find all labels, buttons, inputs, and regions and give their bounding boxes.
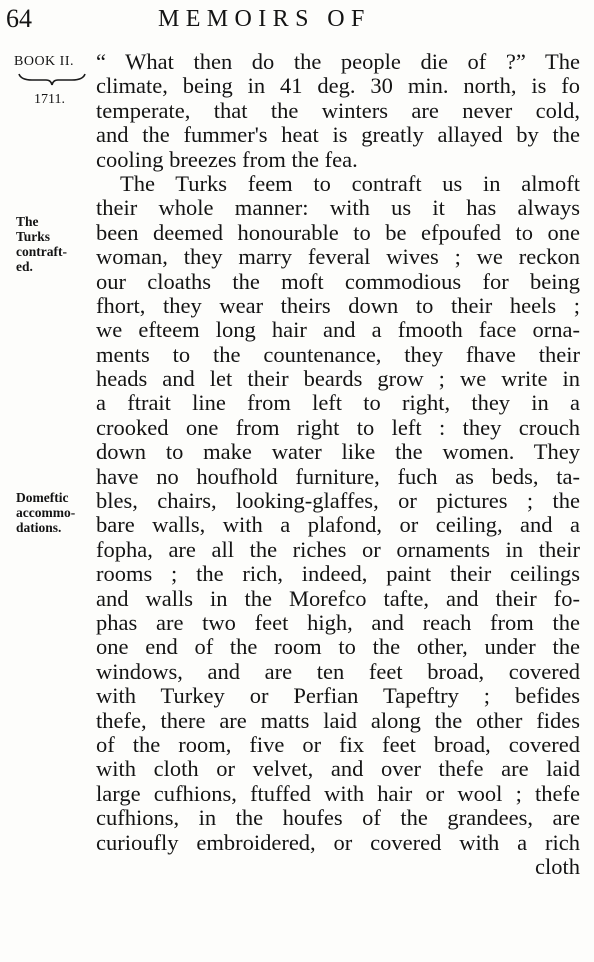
text-line: our cloaths the moft commodious for being: [96, 268, 580, 294]
margin-note-line: ed.: [16, 259, 33, 274]
text-line: temperate, that the winters are never cold,: [96, 97, 580, 123]
text-line: of the room, five or fix feet broad, covered: [96, 731, 580, 757]
brace-ornament: [18, 72, 86, 86]
text-line: heads and let their beards grow ; we write in: [96, 366, 580, 392]
margin-note-line: The: [16, 214, 39, 229]
text-line: windows, and are ten feet broad, covered: [96, 658, 580, 684]
text-line: rooms ; the rich, indeed, paint their ceilings: [96, 561, 580, 587]
margin-note-turks: [16, 214, 67, 274]
body-text: [96, 50, 580, 879]
margin-note-line: Turks: [16, 229, 51, 244]
text-line: have no houfhold furniture, fuch as beds, ta-: [96, 463, 580, 489]
text-line: fopha, are all the riches or ornaments in their: [96, 536, 580, 562]
text-line: and walls in the Morefco tafte, and their fo-: [96, 585, 580, 611]
catchword: cloth: [535, 853, 580, 879]
text-line: large cufhions, ftuffed with hair or wool ; thefe: [96, 780, 580, 806]
text-line: woman, they marry feveral wives ; we reckon: [96, 244, 580, 270]
text-line: and the fummer's heat is greatly allayed by the: [96, 122, 580, 148]
text-line: climate, being in 41 deg. 30 min. north, is fo: [96, 73, 580, 99]
text-line: we efteem long hair and a fmooth face orna-: [96, 317, 580, 343]
text-line: crooked one from right to left : they crouch: [96, 414, 580, 440]
text-line: bles, chairs, looking-glaffes, or pictures ; the: [96, 488, 580, 514]
text-line: fhort, they wear theirs down to their heels ;: [96, 292, 580, 318]
margin-note-line: dations.: [16, 520, 62, 535]
margin-year: 1711.: [34, 92, 65, 107]
text-line: cooling breezes from the fea.: [96, 146, 358, 172]
margin-note-line: contraft-: [16, 244, 67, 259]
text-line: with Turkey or Perfian Tapeftry ; befides: [96, 683, 580, 709]
text-line: one end of the room to the other, under the: [96, 634, 580, 660]
text-line: their whole manner: with us it has always: [96, 195, 580, 221]
running-head: MEMOIRS OF: [158, 6, 371, 32]
text-line: phas are two feet high, and reach from the: [96, 609, 580, 635]
margin-book-label: BOOK II.: [14, 54, 74, 69]
text-line: bare walls, with a plafond, or ceiling, and a: [96, 512, 580, 538]
text-line: “ What then do the people die of ?” The: [96, 49, 580, 74]
text-line: The Turks feem to contraft us in almoft: [120, 170, 580, 196]
text-line: thefe, there are matts laid along the other fides: [96, 707, 580, 733]
text-line: ments to the countenance, they fhave their: [96, 341, 580, 367]
text-line: cufhions, in the houfes of the grandees, are: [96, 805, 580, 831]
text-line: down to make water like the women. They: [96, 439, 580, 465]
text-line: a ftrait line from left to right, they in a: [96, 390, 580, 416]
text-line: been deemed honourable to be efpoufed to one: [96, 219, 580, 245]
text-line: curioufly embroidered, or covered with a rich: [96, 829, 580, 855]
margin-note-domestic: [16, 490, 75, 535]
margin-note-line: Domeftic: [16, 490, 69, 505]
text-line: with cloth or velvet, and over thefe are laid: [96, 756, 580, 782]
margin-note-line: accommo-: [16, 505, 76, 520]
page-number: 64: [6, 4, 32, 33]
